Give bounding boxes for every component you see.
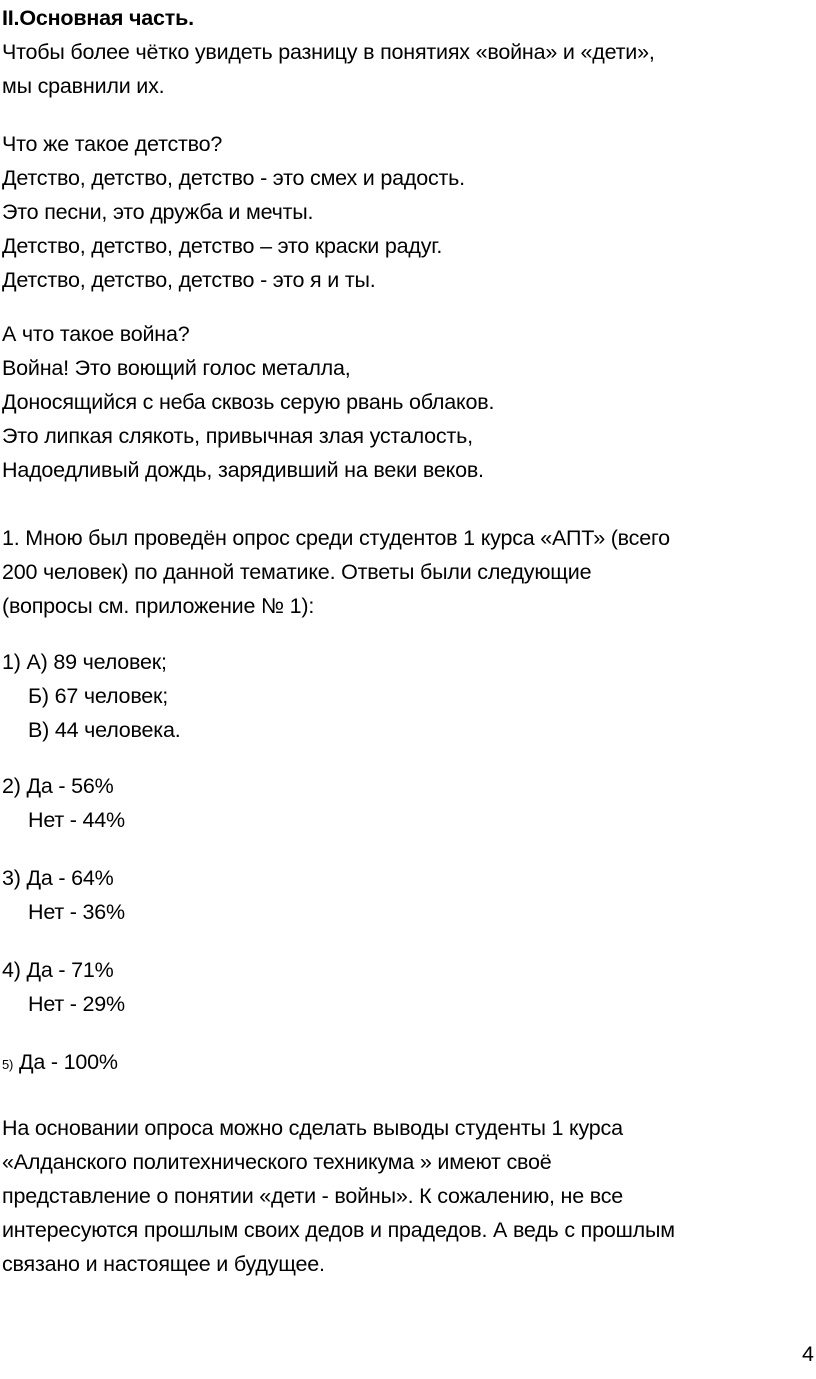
intro-line-1: Чтобы более чётко увидеть разницу в понятиях «война» и «дети», [2,40,655,64]
conclusion-line-2: «Алданского политехнического техникума » имеют своё [2,1150,552,1174]
conclusion-line-1: На основании опроса можно сделать выводы студенты 1 курса [2,1116,623,1140]
childhood-question: Что же такое детство? [2,132,223,156]
childhood-poem-line-1: Детство, детство, детство - это смех и радость. [2,166,465,190]
answer-q3-no: Нет - 36% [28,900,125,924]
childhood-poem-line-2: Это песни, это дружба и мечты. [2,200,314,224]
section-title: II.Основная часть. [2,6,194,30]
answer-q3-yes: Да - 64% [26,866,114,890]
childhood-poem-line-3: Детство, детство, детство – это краски радуг. [2,234,443,258]
war-poem-line-1: Война! Это воющий голос металла, [2,356,351,380]
war-poem-line-2: Доносящийся с неба сквозь серую рвань облаков. [2,390,495,414]
answer-q2 [2,770,114,802]
answer-q3-number: 3) [2,866,21,890]
answer-q1-c: В) 44 человека. [28,718,181,742]
answer-q2-yes: Да - 56% [26,774,114,798]
survey-intro-line-2: 200 человек) по данной тематике. Ответы были следующие [2,560,592,584]
answer-q1-number: 1) [2,650,21,674]
conclusion-line-4: интересуются прошлым своих дедов и прадедов. А ведь с прошлым [2,1218,675,1242]
answer-q1-a: А) 89 человек; [26,650,167,674]
childhood-poem-line-4: Детство, детство, детство - это я и ты. [2,268,376,292]
answer-q4-yes: Да - 71% [26,958,114,982]
answer-q5 [2,1046,118,1081]
answer-q4 [2,954,114,986]
answer-q1 [2,646,167,678]
survey-intro-line-1: 1. Мною был проведён опрос среди студентов 1 курса «АПТ» (всего [2,526,670,550]
page-number: 4 [802,1342,814,1366]
answer-q1-b: Б) 67 человек; [28,684,169,708]
answer-q4-number: 4) [2,958,21,982]
answer-q2-number: 2) [2,774,21,798]
war-question: А что такое война? [2,322,190,346]
war-poem-line-3: Это липкая слякоть, привычная злая усталость, [2,424,473,448]
answer-q5-yes: Да - 100% [18,1050,118,1074]
answer-q2-no: Нет - 44% [28,808,125,832]
intro-line-2: мы сравнили их. [2,74,165,98]
answer-q5-number: 5) [2,1057,14,1072]
war-poem-line-4: Надоедливый дождь, зарядивший на веки веков. [2,458,484,482]
answer-q4-no: Нет - 29% [28,992,125,1016]
survey-intro-line-3: (вопросы см. приложение № 1): [2,594,315,618]
answer-q3 [2,862,114,894]
conclusion-line-3: представление о понятии «дети - войны». К сожалению, не все [2,1184,624,1208]
conclusion-line-5: связано и настоящее и будущее. [2,1252,325,1276]
